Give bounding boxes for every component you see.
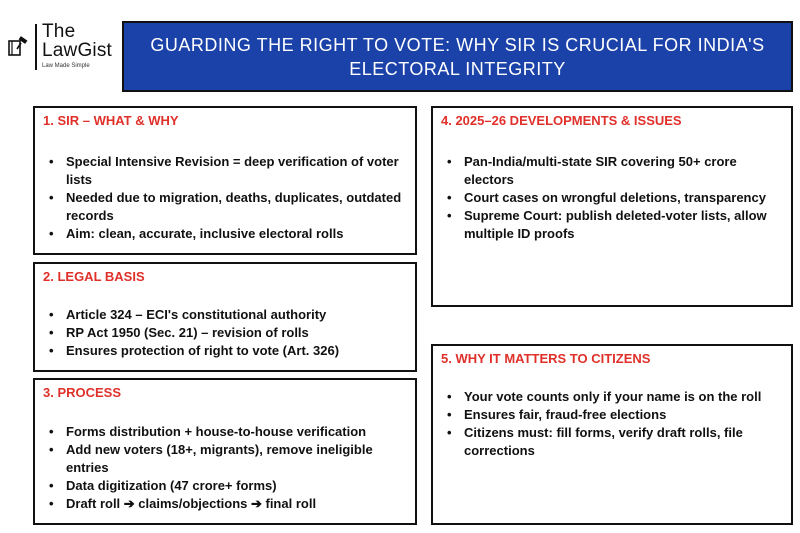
book-gavel-icon xyxy=(6,36,28,58)
bullet-item: • Data digitization (47 crore+ forms) xyxy=(47,477,409,495)
bullet-item: • Needed due to migration, deaths, duplicates, outdated records xyxy=(47,189,409,225)
bullet-item: • Draft roll ➔ claims/objections ➔ final roll xyxy=(47,495,409,513)
section-heading: 3. PROCESS xyxy=(43,385,122,400)
logo-name-line1: The xyxy=(42,21,76,42)
logo-tagline: Law Made Simple xyxy=(42,63,90,69)
section-heading: 1. SIR – WHAT & WHY xyxy=(43,113,179,128)
bullet-item: • Court cases on wrongful deletions, transparency xyxy=(445,189,785,207)
section-heading: 5. WHY IT MATTERS TO CITIZENS xyxy=(441,351,651,366)
bullet-item: • RP Act 1950 (Sec. 21) – revision of rolls xyxy=(47,324,409,342)
section-developments-issues xyxy=(431,106,793,307)
section-heading: 4. 2025–26 DEVELOPMENTS & ISSUES xyxy=(441,113,682,128)
bullet-list xyxy=(47,153,409,243)
page-title: GUARDING THE RIGHT TO VOTE: WHY SIR IS CRUCIAL FOR INDIA'S ELECTORAL INTEGRITY xyxy=(150,34,765,79)
section-why-it-matters xyxy=(431,344,793,525)
bullet-list xyxy=(445,388,785,460)
bullet-list xyxy=(47,306,409,360)
section-heading: 2. LEGAL BASIS xyxy=(43,269,145,284)
logo xyxy=(6,22,118,72)
bullet-list xyxy=(47,423,409,513)
section-process xyxy=(33,378,417,525)
bullet-item: • Ensures protection of right to vote (Art. 326) xyxy=(47,342,409,360)
bullet-list xyxy=(445,153,785,243)
title-banner xyxy=(122,21,793,92)
bullet-item: • Forms distribution + house-to-house verification xyxy=(47,423,409,441)
bullet-item: • Your vote counts only if your name is on the roll xyxy=(445,388,785,406)
bullet-item: • Supreme Court: publish deleted-voter lists, allow multiple ID proofs xyxy=(445,207,785,243)
bullet-item: • Ensures fair, fraud-free elections xyxy=(445,406,785,424)
bullet-item: • Special Intensive Revision = deep verification of voter lists xyxy=(47,153,409,189)
logo-divider xyxy=(35,24,37,70)
section-sir-what-why xyxy=(33,106,417,255)
bullet-item: • Article 324 – ECI's constitutional authority xyxy=(47,306,409,324)
bullet-item: • Aim: clean, accurate, inclusive electoral rolls xyxy=(47,225,409,243)
bullet-item: • Add new voters (18+, migrants), remove ineligible entries xyxy=(47,441,409,477)
logo-name-line2: LawGist xyxy=(42,40,113,61)
bullet-item: • Citizens must: fill forms, verify draft rolls, file corrections xyxy=(445,424,785,460)
logo-wordmark xyxy=(42,22,112,60)
section-legal-basis xyxy=(33,262,417,372)
bullet-item: • Pan-India/multi-state SIR covering 50+ crore electors xyxy=(445,153,785,189)
